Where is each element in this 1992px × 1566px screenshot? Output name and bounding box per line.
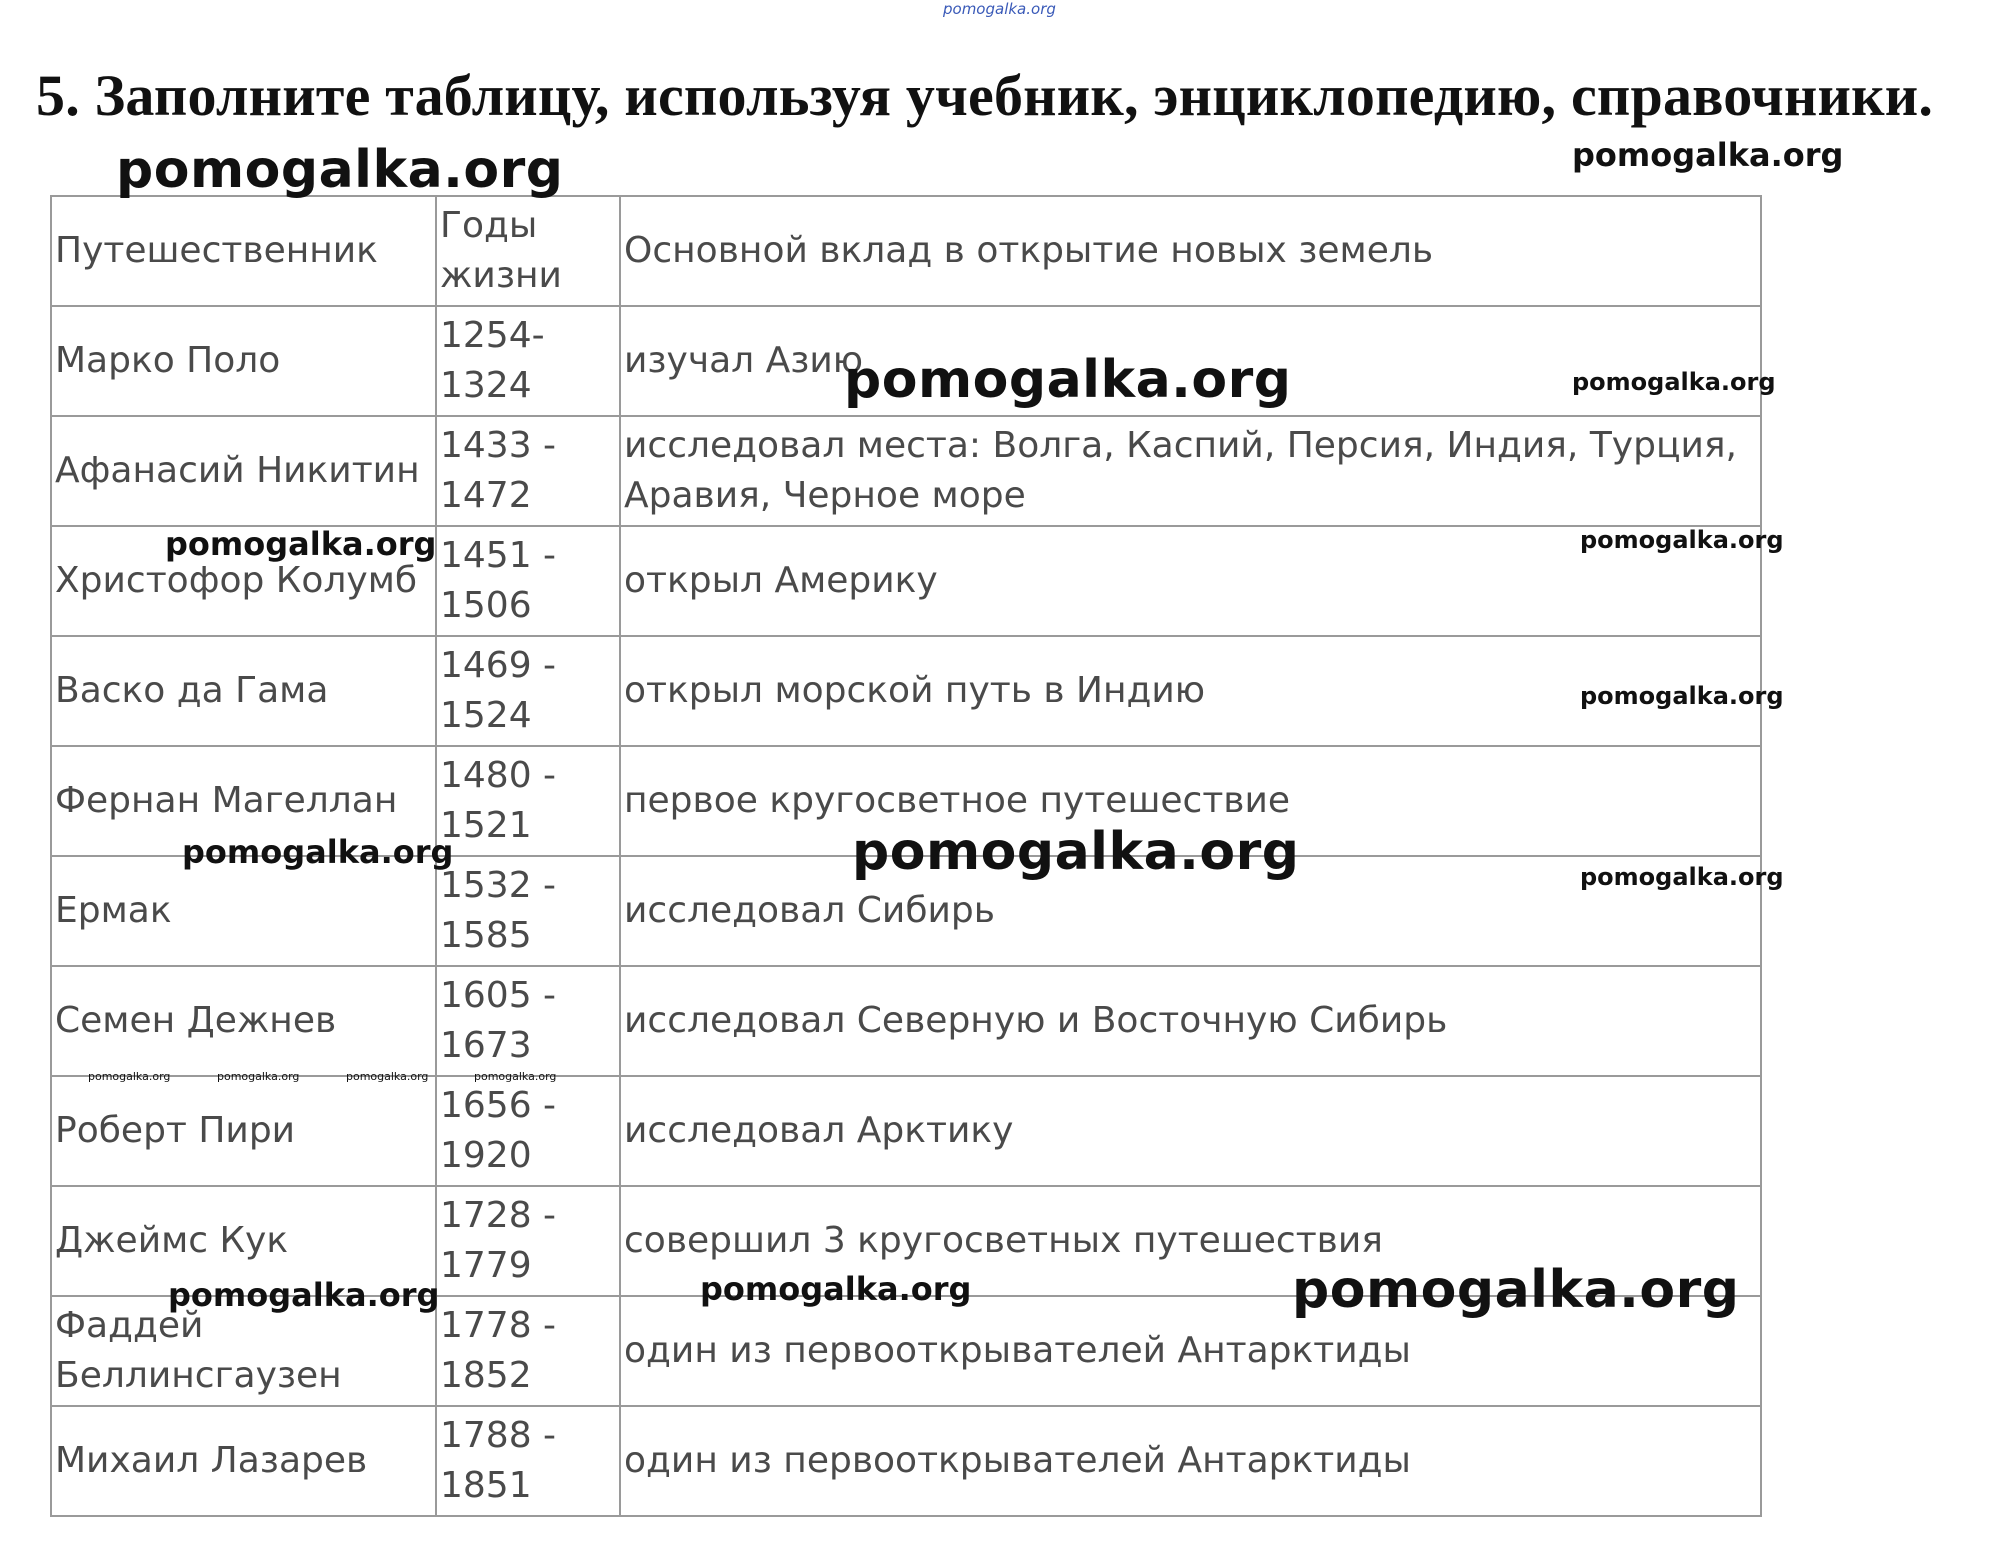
traveler-cell: Ермак: [51, 856, 436, 966]
years-cell: 1728 - 1779: [436, 1186, 620, 1296]
contribution-cell: совершил 3 кругосветных путешествия: [620, 1186, 1761, 1296]
table-row: [51, 746, 1761, 856]
header-years: Годы жизни: [436, 196, 620, 306]
contribution-cell: исследовал места: Волга, Каспий, Персия, Индия, Турция, Аравия, Черное море: [620, 416, 1761, 526]
table-row: [51, 636, 1761, 746]
watermark: pomogalka.org: [165, 525, 437, 563]
traveler-cell: Семен Дежнев: [51, 966, 436, 1076]
table-row: [51, 1406, 1761, 1516]
years-cell: 1469 - 1524: [436, 636, 620, 746]
contribution-cell: исследовал Сибирь: [620, 856, 1761, 966]
table-row: [51, 856, 1761, 966]
watermark: pomogalka.org: [88, 1070, 171, 1083]
watermark: pomogalka.org: [852, 822, 1300, 882]
travelers-table: [50, 195, 1762, 1517]
watermark: pomogalka.org: [700, 1270, 972, 1308]
traveler-cell: Фернан Магеллан: [51, 746, 436, 856]
years-cell: 1788 - 1851: [436, 1406, 620, 1516]
contribution-cell: один из первооткрывателей Антарктиды: [620, 1296, 1761, 1406]
traveler-cell: Михаил Лазарев: [51, 1406, 436, 1516]
watermark: pomogalka.org: [844, 350, 1292, 410]
table-row: [51, 1076, 1761, 1186]
traveler-cell: Фаддей Беллинсгаузен: [51, 1296, 436, 1406]
traveler-cell: Афанасий Никитин: [51, 416, 436, 526]
watermark: pomogalka.org: [1572, 368, 1776, 396]
contribution-cell: исследовал Арктику: [620, 1076, 1761, 1186]
years-cell: 1656 - 1920: [436, 1076, 620, 1186]
contribution-cell: исследовал Северную и Восточную Сибирь: [620, 966, 1761, 1076]
years-cell: 1433 - 1472: [436, 416, 620, 526]
traveler-cell: Христофор Колумб: [51, 526, 436, 636]
traveler-cell: Роберт Пири: [51, 1076, 436, 1186]
watermark: pomogalka.org: [1580, 526, 1784, 554]
table-row: [51, 526, 1761, 636]
years-cell: 1480 - 1521: [436, 746, 620, 856]
years-cell: 1532 - 1585: [436, 856, 620, 966]
traveler-cell: Васко да Гама: [51, 636, 436, 746]
years-cell: 1254-1324: [436, 306, 620, 416]
watermark: pomogalka.org: [346, 1070, 429, 1083]
watermark: pomogalka.org: [182, 833, 454, 871]
watermark: pomogalka.org: [168, 1276, 440, 1314]
traveler-cell: Джеймс Кук: [51, 1186, 436, 1296]
watermark: pomogalka.org: [1572, 136, 1844, 174]
years-cell: 1451 - 1506: [436, 526, 620, 636]
table-row: [51, 306, 1761, 416]
contribution-cell: изучал Азию: [620, 306, 1761, 416]
header-traveler: Путешественник: [51, 196, 436, 306]
traveler-cell: Марко Поло: [51, 306, 436, 416]
watermark: pomogalka.org: [217, 1070, 300, 1083]
years-cell: 1605 - 1673: [436, 966, 620, 1076]
watermark: pomogalka.org: [1580, 682, 1784, 710]
contribution-cell: первое кругосветное путешествие: [620, 746, 1761, 856]
watermark: pomogalka.org: [1292, 1260, 1740, 1320]
watermark-top: pomogalka.org: [943, 0, 1056, 18]
contribution-cell: открыл Америку: [620, 526, 1761, 636]
years-cell: 1778 - 1852: [436, 1296, 620, 1406]
watermark: pomogalka.org: [474, 1070, 557, 1083]
watermark: pomogalka.org: [1580, 863, 1784, 891]
table-row: [51, 1296, 1761, 1406]
watermark: pomogalka.org: [116, 140, 564, 200]
header-contribution: Основной вклад в открытие новых земель: [620, 196, 1761, 306]
task-title: 5. Заполните таблицу, используя учебник, энциклопедию, справочники.: [36, 63, 1934, 128]
table-row: [51, 1186, 1761, 1296]
table-row: [51, 416, 1761, 526]
contribution-cell: открыл морской путь в Индию: [620, 636, 1761, 746]
contribution-cell: один из первооткрывателей Антарктиды: [620, 1406, 1761, 1516]
table-row: [51, 966, 1761, 1076]
table-header-row: [51, 196, 1761, 306]
